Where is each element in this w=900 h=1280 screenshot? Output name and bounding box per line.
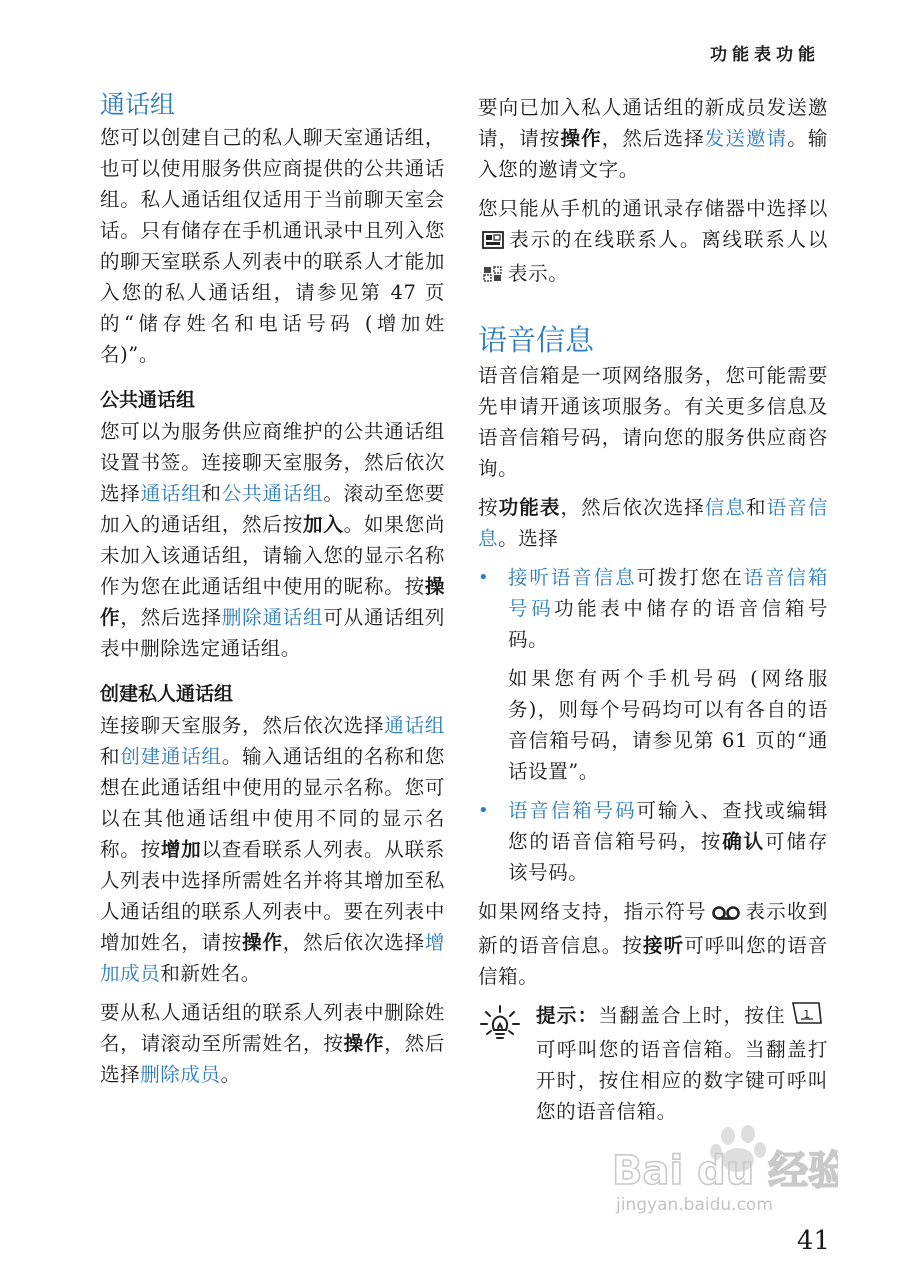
tip-text: [536, 1000, 828, 1127]
subheading-public-group: 公共通话组: [100, 389, 196, 411]
text: 。: [220, 1063, 241, 1086]
bullet-icon: •: [478, 567, 489, 588]
text: 以查看联系人列表。从联系人列表中选择所需姓名并将其增加至私人通话组的联系人列表中。要在列表中增加姓名，请按: [100, 838, 446, 954]
list-item: [478, 795, 828, 888]
text: 如果网络支持，指示符号: [478, 900, 707, 923]
text: 表示。: [508, 262, 569, 285]
link-mailbox-number[interactable]: 语音信箱号码: [508, 799, 637, 822]
paragraph-voice-intro: 语音信箱是一项网络服务，您可能需要先申请开通该项服务。有关更多信息及语音信箱号码，请向您的服务供应商咨询。: [478, 364, 828, 480]
key-answer: 接听: [642, 934, 685, 957]
key-menu: 功能表: [498, 496, 561, 519]
key-options: 操作: [343, 1032, 385, 1055]
text: 可拨打您在: [636, 566, 744, 589]
key-confirm: 确认: [722, 830, 766, 853]
text: 表示收到新的语音信息。按: [478, 900, 828, 957]
paragraph-private-group: [100, 710, 445, 989]
text: 和: [746, 496, 767, 519]
tip-box: [478, 1000, 828, 1127]
tip-label: 提示：: [536, 1004, 599, 1027]
lightbulb-icon: [478, 1004, 522, 1048]
option-list: [478, 562, 828, 888]
link-send-invite[interactable]: 发送邀请: [704, 127, 788, 150]
bullet-icon: •: [478, 800, 489, 821]
watermark-url: jingyan.baidu.com: [616, 1195, 773, 1215]
paragraph-delete-member: [100, 997, 445, 1090]
text: 按: [478, 496, 499, 519]
text: ，然后选择: [120, 606, 222, 629]
section-title-group: 通话组: [100, 90, 176, 119]
text: ，然后依次选择: [282, 931, 425, 954]
watermark-brand: Bai du 经验: [612, 1148, 838, 1194]
running-header: 功能表功能: [710, 45, 820, 65]
key-options: 操作: [242, 931, 283, 954]
text: 要向已加入私人通话组的新成员发送邀请，请按: [478, 96, 828, 150]
key-options: 操作: [100, 575, 445, 629]
text: ，然后依次选择: [560, 496, 705, 519]
link-delete-member[interactable]: 删除成员: [140, 1063, 221, 1086]
key-join: 加入: [303, 513, 344, 536]
bullet-note: 如果您有两个手机号码 (网络服务)，则每个号码均可以有各自的语音信箱号码，请参见第 61 页的“通话设置”。: [508, 667, 828, 783]
paragraph-online-contacts: [478, 193, 828, 292]
text: 可储存该号码。: [508, 830, 828, 884]
bullet-text: [508, 562, 828, 655]
text: 连接聊天室服务，然后依次选择: [100, 714, 385, 737]
text: 。滚动至您要加入的通话组，然后按: [100, 482, 445, 536]
text: 可呼叫您的语音信箱。当翻盖打开时，按住相应的数字键可呼叫您的语音信箱。: [536, 1038, 828, 1123]
key-1-voicemail-icon: [790, 1001, 824, 1034]
text: 要从私人通话组的联系人列表中删除姓名，请滚动至所需姓名，按: [100, 1001, 445, 1055]
text: 。选择: [498, 527, 559, 550]
voicemail-icon: [711, 899, 741, 930]
text: 。输入通话组的名称和您想在此通话组中使用的显示名称。您可以在其他通话组中使用不同的显示名称。按: [100, 745, 445, 861]
link-create-group[interactable]: 创建通话组: [120, 745, 222, 768]
key-options: 操作: [560, 127, 602, 150]
text: 和新姓名。: [160, 962, 261, 985]
online-contact-icon: [482, 227, 504, 258]
text: 您只能从手机的通讯录存储器中选择以: [478, 197, 828, 220]
text: ，然后选择: [100, 1032, 446, 1086]
key-add: 增加: [160, 838, 202, 861]
link-group[interactable]: 通话组: [140, 482, 202, 505]
paragraph-group-intro: 您可以创建自己的私人聊天室通话组，也可以使用服务供应商提供的公共通话组。私人通话组仅适用于当前聊天室会话。只有储存在手机通讯录中且列入您的聊天室联系人列表中的联系人才能加入您的私人通话组，请参见第 47 页的“储存姓名和电话号码 (增加姓名)”。: [100, 126, 445, 366]
link-voice-messages[interactable]: 语音信息: [478, 496, 828, 550]
text: 功能表中储存的语音信箱号码。: [508, 597, 828, 651]
link-mailbox-number[interactable]: 语音信箱号码: [508, 566, 828, 620]
link-messages[interactable]: 信息: [704, 496, 747, 519]
list-item: [478, 562, 828, 787]
paragraph-indicator: [478, 896, 828, 992]
link-listen-voice[interactable]: 接听语音信息: [508, 566, 637, 589]
paragraph-voice-menu: [478, 492, 828, 554]
left-column: [100, 88, 445, 1098]
text: 。如果您尚未加入该通话组，请输入您的显示名称作为您在此通话组中使用的昵称。按: [100, 513, 445, 598]
page-number: 41: [796, 1226, 830, 1256]
link-delete-group[interactable]: 删除通话组: [221, 606, 324, 629]
text: 和: [100, 745, 121, 768]
text: 和: [201, 482, 222, 505]
svg-text:1: 1: [803, 1008, 811, 1021]
text: 可输入、查找或编辑您的语音信箱号码，按: [508, 799, 828, 853]
right-column: [478, 92, 828, 1135]
link-add-member[interactable]: 增加成员: [100, 931, 446, 985]
section-title-voice: 语音信息: [478, 323, 595, 357]
link-group[interactable]: 通话组: [384, 714, 445, 737]
offline-contact-icon: [482, 261, 504, 292]
text: 当翻盖合上时，按住: [598, 1004, 786, 1027]
paragraph-invite: [478, 92, 828, 185]
baidu-jingyan-watermark: [608, 1124, 838, 1220]
text: 可呼叫您的语音信箱。: [478, 934, 829, 988]
text: 。输入您的邀请文字。: [478, 127, 828, 181]
paragraph-public-group: [100, 416, 445, 664]
link-public-group[interactable]: 公共通话组: [221, 482, 324, 505]
text: 表示的在线联系人。离线联系人以: [508, 228, 828, 251]
subheading-private-group: 创建私人通话组: [100, 683, 234, 705]
text: 可从通话组列表中删除选定通话组。: [100, 606, 445, 660]
text: 您可以为服务供应商维护的公共通话组设置书签。连接聊天室服务，然后依次选择: [100, 420, 445, 505]
bullet-text: [508, 795, 828, 888]
text: ，然后选择: [601, 127, 705, 150]
